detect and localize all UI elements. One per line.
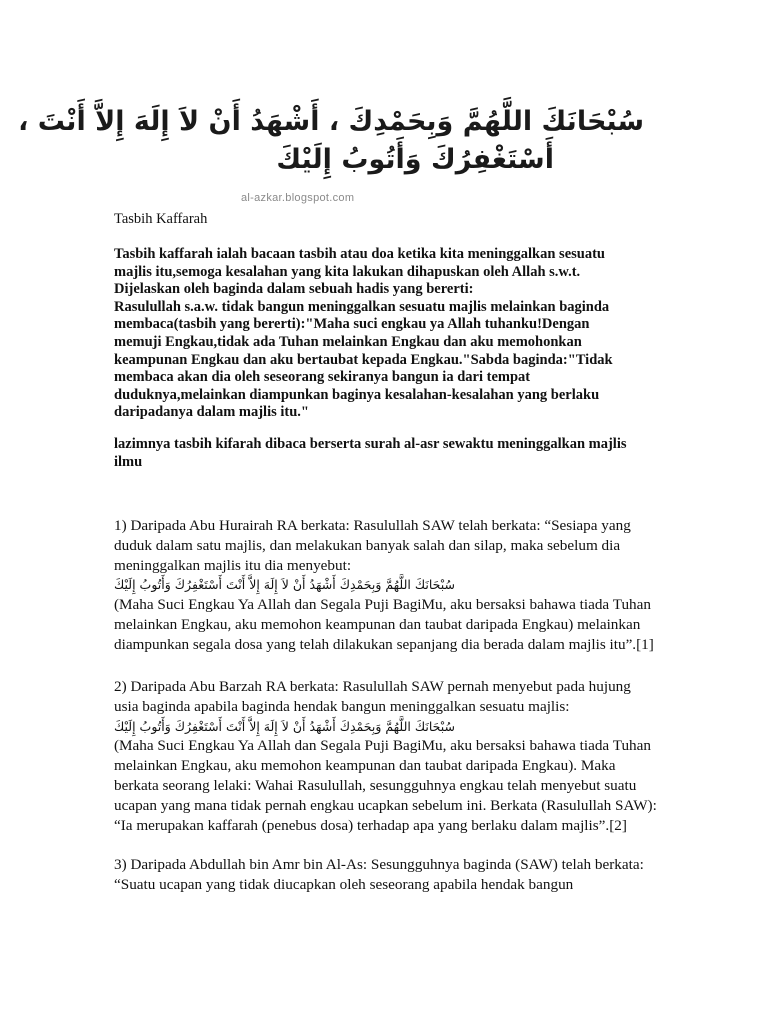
hadith-2-paragraph <box>114 677 674 835</box>
note-line: lazimnya tasbih kifarah dibaca berserta surah al-asr sewaktu meninggalkan majlis <box>114 436 627 452</box>
hadith-line: melainkan Engkau, aku memohon keampunan dan taubat daripada Engkau) melainkan <box>114 615 641 633</box>
intro-line: membaca akan dia oleh seseorang sekiranya bangun ia dari tempat <box>114 369 531 386</box>
hadith-line: “Suatu ucapan yang tidak diucapkan oleh seseorang apabila hendak bangun <box>114 875 574 893</box>
intro-line: memuji Engkau,tidak ada Tuhan melainkan Engkau dan aku memohonkan <box>114 333 582 350</box>
intro-line: keampunan Engkau dan aku bertaubat kepada Engkau."Sabda baginda:"Tidak <box>114 351 613 368</box>
hadith-line: 2) Daripada Abu Barzah RA berkata: Rasulullah SAW pernah menyebut pada hujung <box>114 678 631 695</box>
intro-line: Tasbih kaffarah ialah bacaan tasbih atau doa ketika kita meninggalkan sesuatu <box>114 246 605 262</box>
hadith-arabic-dua: سُبْحَانَكَ اللَّهُمَّ وَبِحَمْدِكَ أَشْهَدُ أَنْ لاَ إِلَهَ إِلاَّ أَنْتَ أَسْتَغْفِرُكَ وَأَتُوبُ إِلَيْكَ <box>114 718 455 734</box>
note-paragraph <box>114 436 674 471</box>
arabic-header-line-1: سُبْحَانَكَ اللَّهُمَّ وَبِحَمْدِكَ ، أَشْهَدُ أَنْ لاَ إِلَهَ إِلاَّ أَنْتَ ، <box>18 106 644 137</box>
intro-line: daripadanya dalam majlis itu." <box>114 404 309 421</box>
hadith-1-paragraph <box>114 516 674 655</box>
hadith-line: diampunkan segala dosa yang telah dilakukan sepanjang dia berada dalam majlis itu”.[1] <box>114 635 654 653</box>
hadith-line: (Maha Suci Engkau Ya Allah dan Segala Puji BagiMu, aku bersaksi bahawa tiada Tuhan <box>114 737 651 755</box>
hadith-line: “Ia merupakan kaffarah (penebus dosa) terhadap apa yang berlaku dalam majlis”.[2] <box>114 816 627 834</box>
intro-paragraph <box>114 246 674 422</box>
intro-line: membaca(tasbih yang bererti):"Maha suci engkau ya Allah tuhanku!Dengan <box>114 316 590 333</box>
hadith-line: berkata seorang lelaki: Wahai Rasulullah, sesungguhnya engkau telah menyebut suatu <box>114 776 637 794</box>
image-watermark: al-azkar.blogspot.com <box>241 192 355 204</box>
hadith-line: usia baginda apabila baginda hendak bangun meninggalkan sesuatu majlis: <box>114 697 570 715</box>
intro-line: majlis itu,semoga kesalahan yang kita lakukan dihapuskan oleh Allah s.w.t. <box>114 263 581 280</box>
intro-line: Rasulullah s.a.w. tidak bangun meninggalkan sesuatu majlis melainkan baginda <box>114 298 610 315</box>
note-line: ilmu <box>114 453 143 470</box>
hadith-line: (Maha Suci Engkau Ya Allah dan Segala Puji BagiMu, aku bersaksi bahawa tiada Tuhan <box>114 596 651 614</box>
hadith-line: 3) Daripada Abdullah bin Amr bin Al-As: Sesungguhnya baginda (SAW) telah berkata: <box>114 856 644 873</box>
document-title: Tasbih Kaffarah <box>114 211 208 227</box>
arabic-header-line-2: أَسْتَغْفِرُكَ وَأَتُوبُ إِلَيْكَ <box>276 144 554 175</box>
intro-line: duduknya,melainkan diampunkan baginya kesalahan-kesalahan yang berlaku <box>114 386 600 403</box>
hadith-line: duduk dalam satu majlis, dan melakukan banyak salah dan silap, maka sebelum dia <box>114 536 621 554</box>
hadith-arabic-dua: سُبْحَانَكَ اللَّهُمَّ وَبِحَمْدِكَ أَشْهَدُ أَنْ لاَ إِلَهَ إِلاَّ أَنْتَ أَسْتَغْفِرُكَ وَأَتُوبُ إِلَيْكَ <box>114 577 455 593</box>
hadith-line: melainkan Engkau, aku memohon keampunan dan taubat daripada Engkau). Maka <box>114 757 616 775</box>
hadith-line: ucapan yang mana tidak pernah engkau ucapkan sebelum ini. Berkata (Rasulullah SAW): <box>114 796 657 814</box>
intro-line: Dijelaskan oleh baginda dalam sebuah hadis yang bererti: <box>114 281 474 298</box>
hadith-3-paragraph <box>114 855 674 895</box>
arabic-calligraphy-image <box>18 98 658 210</box>
hadith-line: meninggalkan majlis itu dia menyebut: <box>114 556 352 574</box>
hadith-line: 1) Daripada Abu Hurairah RA berkata: Rasulullah SAW telah berkata: “Sesiapa yang <box>114 517 631 534</box>
